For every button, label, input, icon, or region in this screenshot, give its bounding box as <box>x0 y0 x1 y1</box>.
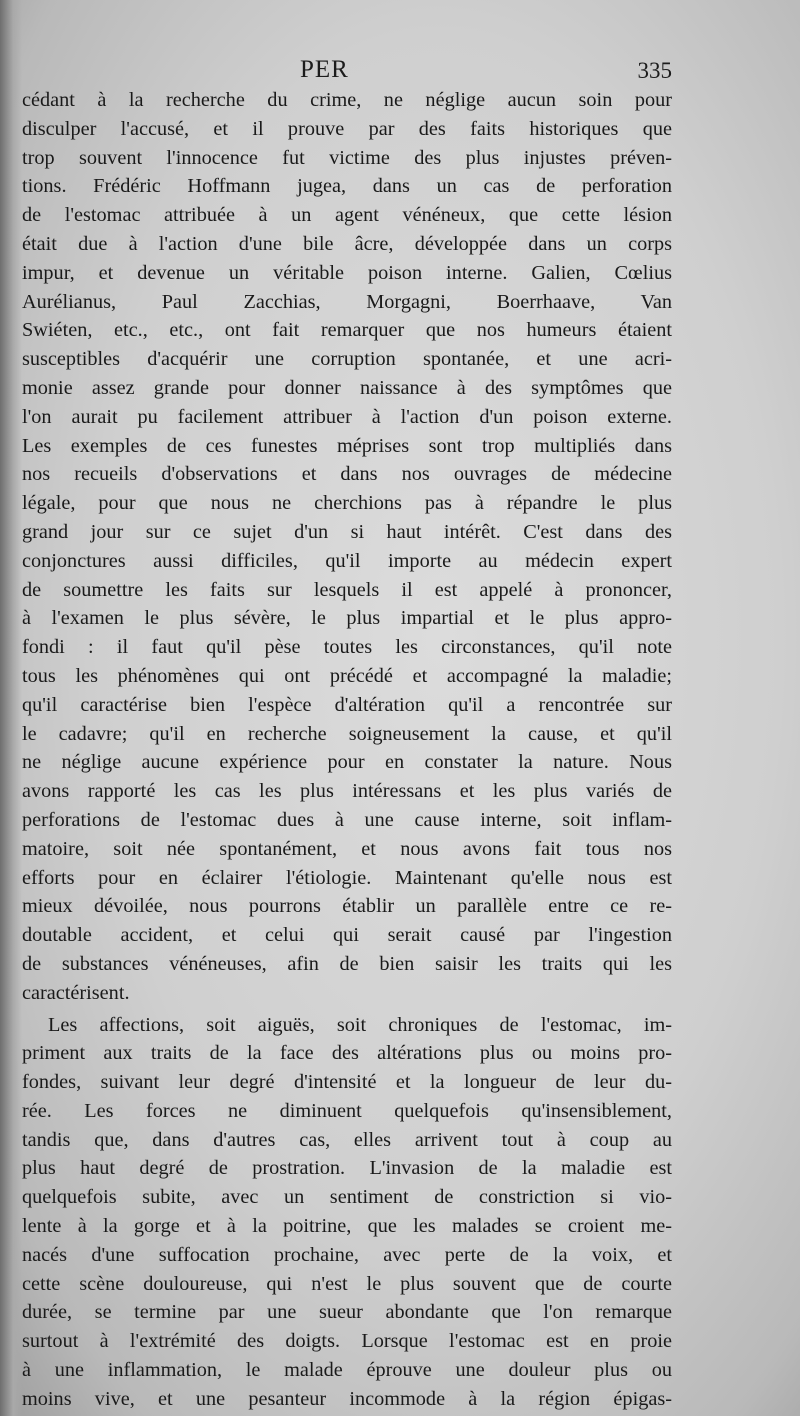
text-line: grand jour sur ce sujet d'un si haut intérêt. C'est dans des <box>22 520 672 543</box>
text-line: priment aux traits de la face des altérations plus ou moins pro- <box>22 1042 672 1065</box>
text-line: qu'il caractérise bien l'espèce d'altération qu'il a rencontrée sur <box>22 693 672 716</box>
text-line: Les affections, soit aiguës, soit chroniques de l'estomac, im- <box>48 1013 672 1036</box>
text-line: de l'estomac attribuée à un agent vénéneux, que cette lésion <box>22 204 672 227</box>
text-line: lente à la gorge et à la poitrine, que les malades se croient me- <box>22 1215 672 1238</box>
paragraph-1 <box>22 86 672 1008</box>
text-line: fondes, suivant leur degré d'intensité et la longueur de leur du- <box>22 1071 672 1094</box>
running-title: PER <box>300 56 349 83</box>
text-line: de soumettre les faits sur lesquels il est appelé à prononcer, <box>22 578 672 601</box>
text-line: conjonctures aussi difficiles, qu'il importe au médecin expert <box>22 549 672 572</box>
text-line: nos recueils d'observations et dans nos ouvrages de médecine <box>22 463 672 486</box>
text-line: tions. Frédéric Hoffmann jugea, dans un cas de perforation <box>22 175 672 198</box>
running-head <box>22 56 672 88</box>
text-line: Les exemples de ces funestes méprises sont trop multipliés dans <box>22 434 672 457</box>
text-line: perforations de l'estomac dues à une cause interne, soit inflam- <box>22 808 672 831</box>
text-line: nacés d'une suffocation prochaine, avec perte de la voix, et <box>22 1243 672 1266</box>
text-line: cette scène douloureuse, qui n'est le plus souvent que de courte <box>22 1272 672 1295</box>
text-line: fondi : il faut qu'il pèse toutes les circonstances, qu'il note <box>22 636 672 659</box>
text-line: susceptibles d'acquérir une corruption spontanée, et une acri- <box>22 348 672 371</box>
text-line: matoire, soit née spontanément, et nous avons fait tous nos <box>22 837 672 860</box>
text-line: tandis que, dans d'autres cas, elles arrivent tout à coup au <box>22 1128 672 1151</box>
body-text <box>22 86 672 1414</box>
text-line: à l'examen le plus sévère, le plus impartial et le plus appro- <box>22 607 672 630</box>
text-line: légale, pour que nous ne cherchions pas à répandre le plus <box>22 492 672 515</box>
text-line: le cadavre; qu'il en recherche soigneusement la cause, et qu'il <box>22 722 672 745</box>
text-line: l'on aurait pu facilement attribuer à l'action d'un poison externe. <box>22 405 672 428</box>
text-line: était due à l'action d'une bile âcre, développée dans un corps <box>22 232 672 255</box>
text-line: monie assez grande pour donner naissance à des symptômes que <box>22 376 672 399</box>
text-line: cédant à la recherche du crime, ne néglige aucun soin pour <box>22 89 672 111</box>
text-line: trop souvent l'innocence fut victime des plus injustes préven- <box>22 146 672 169</box>
text-line: ne néglige aucune expérience pour en constater la nature. Nous <box>22 751 672 774</box>
text-line: doutable accident, et celui qui serait causé par l'ingestion <box>22 924 672 947</box>
text-line: quelquefois subite, avec un sentiment de constriction si vio- <box>22 1186 672 1209</box>
text-line: impur, et devenue un véritable poison interne. Galien, Cœlius <box>22 261 672 284</box>
paragraph-2 <box>22 1011 672 1414</box>
text-line: Swiéten, etc., etc., ont fait remarquer que nos humeurs étaient <box>22 319 672 342</box>
text-line: mieux dévoilée, nous pourrons établir un parallèle entre ce re- <box>22 895 672 918</box>
text-line: efforts pour en éclairer l'étiologie. Maintenant qu'elle nous est <box>22 866 672 889</box>
text-line: caractérisent. <box>22 981 130 1004</box>
page-number: 335 <box>637 58 672 83</box>
text-line: de substances vénéneuses, afin de bien saisir les traits qui les <box>22 952 672 975</box>
text-line: plus haut degré de prostration. L'invasion de la maladie est <box>22 1157 672 1180</box>
text-line: avons rapporté les cas les plus intéressans et les plus variés de <box>22 780 672 803</box>
text-line: Aurélianus, Paul Zacchias, Morgagni, Boerrhaave, Van <box>22 290 672 313</box>
text-line: surtout à l'extrémité des doigts. Lorsque l'estomac est en proie <box>22 1330 672 1353</box>
text-line: tous les phénomènes qui ont précédé et accompagné la maladie; <box>22 664 672 687</box>
text-line: disculper l'accusé, et il prouve par des faits historiques que <box>22 117 672 140</box>
text-line: rée. Les forces ne diminuent quelquefois qu'insensiblement, <box>22 1099 672 1122</box>
binding-gutter <box>0 0 22 1416</box>
text-line: durée, se termine par une sueur abondante que l'on remarque <box>22 1301 672 1324</box>
text-line: moins vive, et une pesanteur incommode à la région épigas- <box>22 1387 672 1410</box>
text-line: à une inflammation, le malade éprouve une douleur plus ou <box>22 1359 672 1382</box>
